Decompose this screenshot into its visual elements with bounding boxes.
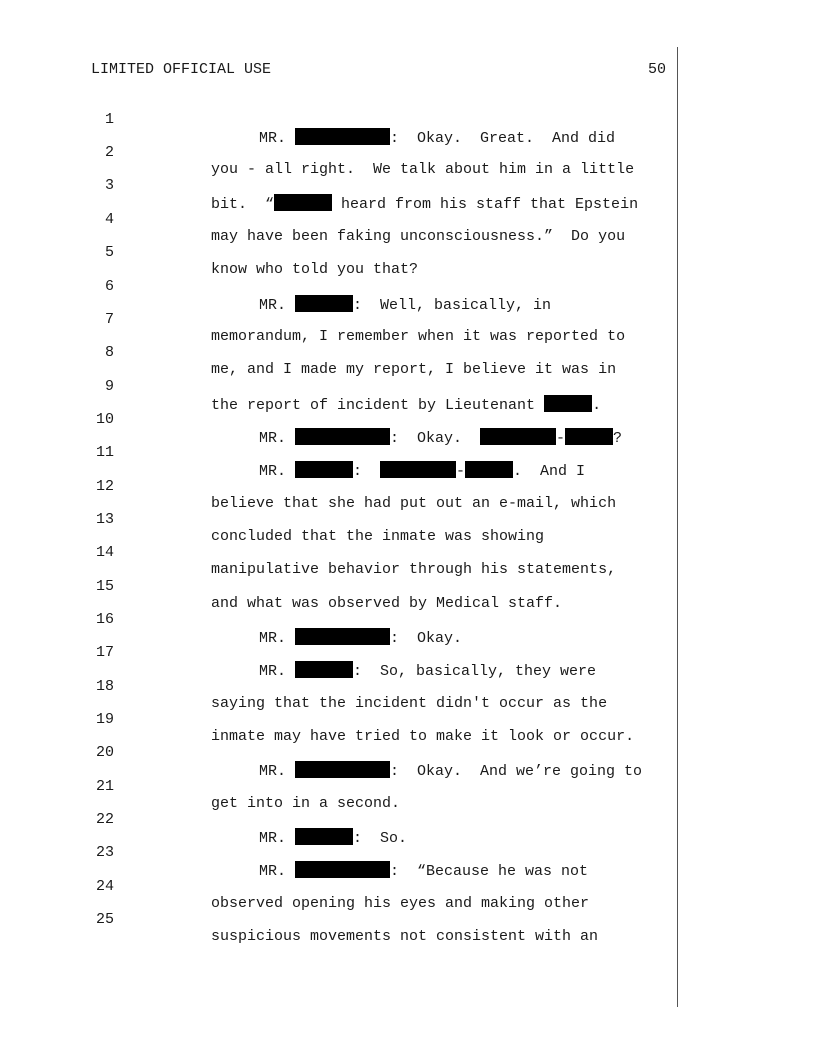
line-text: believe that she had put out an e-mail, which: [211, 495, 617, 512]
line-text: MR. : So, basically, they were: [259, 663, 597, 680]
line-text: MR. : Well, basically, in: [259, 297, 552, 314]
line-text: MR. : So.: [259, 830, 408, 847]
line-text: MR. : Okay. And we’re going to: [259, 763, 643, 780]
line-number: 7: [104, 311, 114, 328]
line-text: know who told you that?: [211, 261, 419, 278]
line-number: 25: [95, 911, 114, 928]
line-number: 11: [95, 444, 114, 461]
line-text: memorandum, I remember when it was reported to: [211, 328, 626, 345]
line-text: inmate may have tried to make it look or occur.: [211, 728, 635, 745]
transcript-line-13: [0, 494, 816, 545]
line-text: manipulative behavior through his statements,: [211, 561, 617, 578]
transcript-line-19: [0, 694, 816, 745]
transcript-line-22: [0, 794, 816, 847]
transcript-line-4: [0, 194, 816, 245]
transcript-line-6: [0, 261, 816, 314]
line-number: 4: [104, 211, 114, 228]
transcript-line-8: [0, 327, 816, 378]
line-number: 19: [95, 711, 114, 728]
transcript-line-3: [0, 160, 816, 213]
line-number: 13: [95, 511, 114, 528]
transcript-line-11: [0, 427, 816, 480]
transcript-line-23: [0, 827, 816, 880]
line-number: 1: [104, 111, 114, 128]
line-text: MR. : Okay.: [259, 630, 463, 647]
line-text: bit. “ heard from his staff that Epstein: [211, 196, 639, 213]
transcript-line-17: [0, 627, 816, 680]
line-number: 21: [95, 778, 114, 795]
transcript-line-12: [0, 461, 816, 512]
transcript-line-1: [0, 94, 816, 147]
transcript-line-7: [0, 294, 816, 345]
transcript-line-9: [0, 361, 816, 414]
transcript-line-14: [0, 527, 816, 578]
classification-header: LIMITED OFFICIAL USE: [91, 61, 272, 78]
transcript-line-2: [0, 127, 816, 178]
line-text: MR. : “Because he was not: [259, 863, 589, 880]
line-text: MR. : Okay. Great. And did: [259, 130, 616, 147]
line-number: 16: [95, 611, 114, 628]
line-number: 15: [95, 578, 114, 595]
transcript-line-25: [0, 894, 816, 945]
line-number: 2: [104, 144, 114, 161]
line-number: 23: [95, 844, 114, 861]
transcript-line-5: [0, 227, 816, 278]
transcript-line-16: [0, 594, 816, 647]
transcript-line-15: [0, 561, 816, 612]
line-text: MR. : - . And I: [259, 463, 586, 480]
line-text: me, and I made my report, I believe it was in: [211, 361, 617, 378]
line-number: 12: [95, 478, 114, 495]
line-number: 6: [104, 278, 114, 295]
transcript-line-10: [0, 394, 816, 447]
line-text: may have been faking unconsciousness.” Do you: [211, 228, 626, 245]
transcript-line-24: [0, 861, 816, 912]
line-text: suspicious movements not consistent with an: [211, 928, 599, 945]
line-text: get into in a second.: [211, 795, 401, 812]
line-number: 5: [104, 244, 114, 261]
line-number: 22: [95, 811, 114, 828]
line-number: 20: [95, 744, 114, 761]
transcript-line-18: [0, 661, 816, 712]
line-text: and what was observed by Medical staff.: [211, 595, 563, 612]
line-number: 17: [95, 644, 114, 661]
line-text: saying that the incident didn't occur as the: [211, 695, 608, 712]
line-number: 14: [95, 544, 114, 561]
line-text: concluded that the inmate was showing: [211, 528, 545, 545]
line-text: observed opening his eyes and making other: [211, 895, 590, 912]
line-text: MR. : Okay. - ?: [259, 430, 623, 447]
line-number: 3: [104, 177, 114, 194]
line-number: 8: [104, 344, 114, 361]
line-number: 24: [95, 878, 114, 895]
line-number: 9: [104, 378, 114, 395]
transcript-line-21: [0, 761, 816, 812]
line-text: you - all right. We talk about him in a little: [211, 161, 635, 178]
line-text: the report of incident by Lieutenant .: [211, 397, 602, 414]
page-number: 50: [647, 61, 666, 78]
line-number: 10: [95, 411, 114, 428]
transcript-line-20: [0, 727, 816, 780]
line-number: 18: [95, 678, 114, 695]
